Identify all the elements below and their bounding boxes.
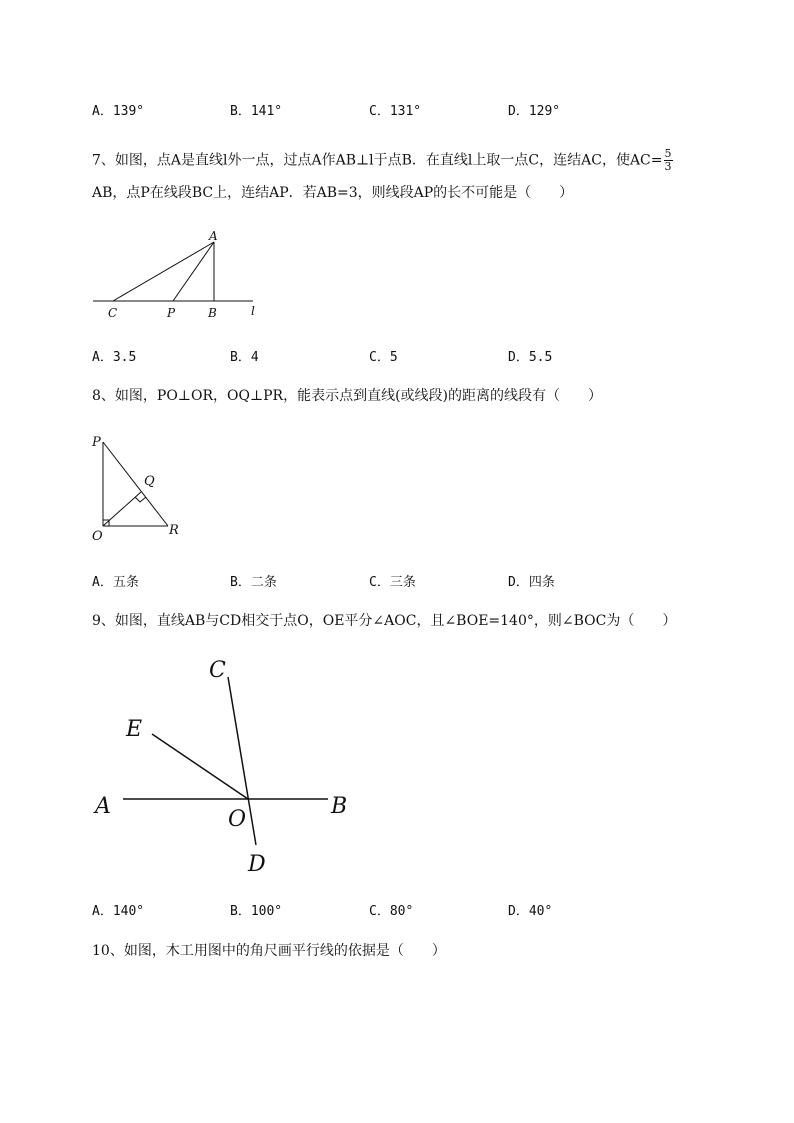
q6-option-b: B．141°: [230, 104, 283, 119]
q9-options: [92, 900, 752, 920]
q7-label-b: B: [208, 306, 217, 320]
q8-option-d: D．四条: [508, 575, 555, 590]
q6-options: [92, 100, 752, 120]
q7-fraction-numerator: 5: [664, 147, 672, 160]
q7-label-a: A: [209, 229, 218, 243]
q9-label-d: D: [248, 852, 266, 877]
q9-option-c: C．80°: [369, 904, 414, 919]
q7-option-d: D．5.5: [508, 350, 553, 365]
q7-option-b: B．4: [230, 350, 259, 365]
q7-segment-ap: [173, 242, 214, 301]
q7-stem-line2: AB，点P在线段BC上，连结AP．若AB=3，则线段AP的长不可能是（ ）: [92, 185, 574, 201]
q7-label-c: C: [108, 306, 118, 320]
q9-label-c: C: [209, 658, 226, 683]
q9-label-b: B: [331, 794, 348, 819]
q8-label-o: O: [92, 529, 103, 544]
q9-label-a: A: [95, 794, 111, 819]
q7-options: [92, 346, 752, 366]
q7-option-a: A．3.5: [92, 350, 137, 365]
q7-stem-line1: [92, 148, 673, 173]
q8-segment-pr: [103, 442, 168, 526]
q8-right-angle-q: [135, 497, 146, 502]
q9-stem: 9、如图，直线AB与CD相交于点O，OE平分∠AOC，且∠BOE=140°，则∠BOC为（ ）: [92, 613, 677, 629]
q9-option-a: A．140°: [92, 904, 145, 919]
q6-option-c: C．131°: [369, 104, 422, 119]
q7-segment-ac: [113, 242, 214, 301]
q9-ray-oe: [152, 734, 248, 799]
q8-label-q: Q: [144, 474, 155, 489]
q8-stem: 8、如图，PO⊥OR，OQ⊥PR，能表示点到直线(或线段)的距离的线段有（ ）: [92, 388, 602, 404]
q8-option-a: A．五条: [92, 575, 139, 590]
q7-stem-text: 7、如图，点A是直线l外一点，过点A作AB⊥l于点B．在直线l上取一点C，连结AC，使AC=: [92, 152, 663, 169]
q7-figure: [88, 226, 278, 322]
q9-label-o: O: [228, 807, 247, 832]
q7-fraction-denominator: 3: [664, 160, 672, 173]
q8-option-b: B．二条: [230, 575, 277, 590]
q7-label-p: P: [167, 306, 176, 320]
q8-label-p: P: [92, 435, 101, 450]
q8-options: [92, 571, 752, 591]
q9-option-d: D．40°: [508, 904, 553, 919]
q8-figure: [86, 428, 196, 548]
q7-fraction: [664, 148, 673, 173]
q10-stem: 10、如图，木工用图中的角尺画平行线的依据是（ ）: [92, 943, 446, 959]
q9-label-e: E: [126, 717, 143, 742]
q8-option-c: C．三条: [369, 575, 416, 590]
q7-option-c: C．5: [369, 350, 398, 365]
q6-option-d: D．129°: [508, 104, 561, 119]
q8-label-r: R: [169, 523, 179, 538]
q9-figure: [88, 650, 368, 882]
q6-option-a: A．139°: [92, 104, 145, 119]
q9-option-b: B．100°: [230, 904, 283, 919]
q7-label-l: l: [251, 304, 255, 318]
